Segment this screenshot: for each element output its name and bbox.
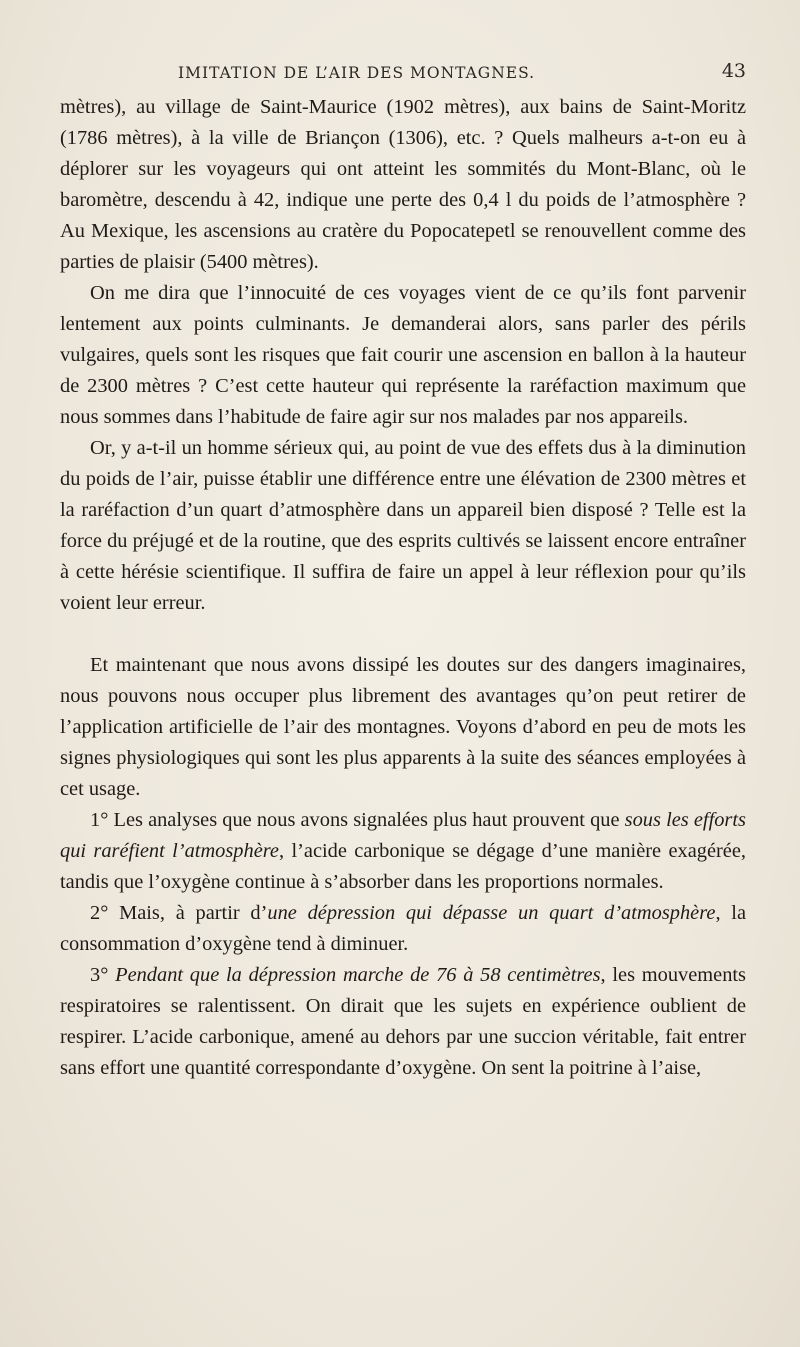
paragraph-4: Et maintenant que nous avons dissipé les doutes sur des dangers imaginaires, nous pouvons nous occuper plus librement des avantages qu’on peut retirer de l’application artificielle de l’air des montagnes. Voyons d’abord en peu de mots les signes physiologiques qui sont les plus apparents à la suite des séances employées à cet usage. [60,654,746,800]
page-header [60,58,746,88]
paragraph-3: Or, y a-t-il un homme sérieux qui, au point de vue des effets dus à la diminution du poids de l’air, puisse établir une différence entre une élévation de 2300 mètres et la raréfaction d’un quart d’atmosphère dans un appareil bien disposé ? Telle est la force du préjugé et de la routine, que des esprits cultivés se laissent encore entraîner à cette hérésie scientifique. Il suffira de faire un appel à leur réflexion pour qu’ils voient leur erreur. [60,437,746,614]
paragraph-2: On me dira que l’innocuité de ces voyages vient de ce qu’ils font parvenir lentement aux points culminants. Je demanderai alors, sans parler des périls vulgaires, quels sont les risques que fait courir une ascension en ballon à la hauteur de 2300 mètres ? C’est cette hauteur qui représente la raréfaction maximum que nous sommes dans l’habitude de faire agir sur nos malades par nos appareils. [60,282,746,428]
body-text [60,92,746,1084]
page-number: 43 [721,60,746,82]
paragraph-1: mètres), au village de Saint-Maurice (1902 mètres), aux bains de Saint-Moritz (1786 mètres), à la ville de Briançon (1306), etc. ? Quels malheurs a-t-on eu à déplorer sur les voyageurs qui ont atteint les sommités du Mont-Blanc, où le baromètre, descendu à 42, indique une perte des 0,4 l du poids de l’atmosphère ? Au Mexique, les ascensions au cratère du Popocatepetl se renouvellent comme des parties de plaisir (5400 mètres). [60,96,746,273]
paragraph-5-end: , l’acide carbonique se dégage d’une manière exagérée, tandis que l’oxygène continue à s’absorber dans les proportions normales. [60,840,746,893]
paragraph-5-start: 1° Les analyses que nous avons signalées plus haut prouvent que [90,809,620,831]
paragraph-6-italic: une dépression qui dépasse un quart d’atmosphère [267,902,716,924]
paragraph-7-italic: Pendant que la dépression marche de 76 à 58 centimètres [115,964,601,986]
paragraph-7 [60,960,746,1084]
paragraph-6 [60,898,746,960]
paragraph-6-start: 2° Mais, à partir d’ [90,902,268,924]
paragraph-7-end: , les mouvements respiratoires se ralentissent. On dirait que les sujets en expérience oublient de respirer. L’acide carbonique, amené au dehors par une succion véritable, fait entrer sans effort une quantité correspondante d’oxygène. On sent la poitrine à l’aise, [60,964,746,1079]
running-head: IMITATION DE L’AIR DES MONTAGNES. [178,64,536,82]
paragraph-5-italic: sous les efforts qui raréfient l’atmosphère [60,809,746,862]
paragraph-6-end: , la consommation d’oxygène tend à diminuer. [60,902,746,955]
paragraph-7-start: 3° [90,964,109,986]
paragraph-5 [60,805,746,898]
